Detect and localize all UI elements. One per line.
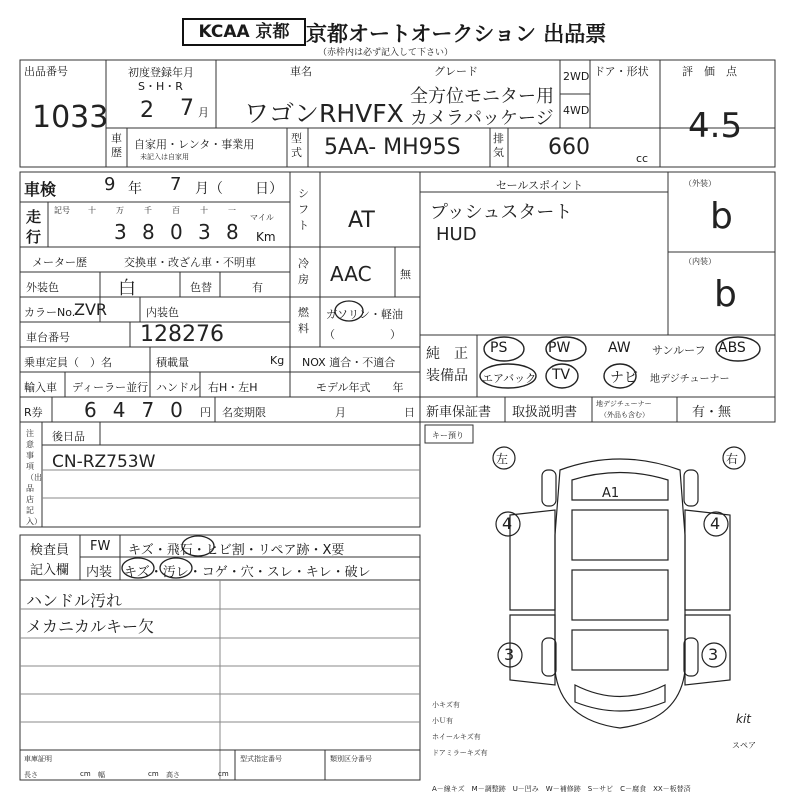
right-side-label: 右 bbox=[726, 452, 739, 466]
digit-label: 千 bbox=[144, 206, 152, 215]
type-no-label: 型式指定番号 bbox=[240, 755, 282, 763]
ac-label: 冷房 bbox=[298, 257, 309, 286]
day-unit: 日） bbox=[255, 181, 283, 197]
era-options: S・H・R bbox=[138, 80, 183, 93]
kcaa-logo: KCAA 京都 bbox=[182, 18, 306, 46]
tuner-label: 地デジチューナー bbox=[596, 400, 652, 408]
inspector-label2: 記入欄 bbox=[30, 563, 70, 578]
meter-history-options: 交換車・改ざん車・不明車 bbox=[124, 256, 256, 269]
int-check-label: 内装 bbox=[86, 565, 113, 580]
first-reg-month: 7 bbox=[180, 96, 194, 121]
inspector-line2: メカニカルキー欠 bbox=[26, 617, 155, 636]
damage-mark-3-left: 3 bbox=[504, 645, 515, 664]
month-label-3: 月 bbox=[335, 406, 346, 419]
digit-label: 十 bbox=[200, 206, 208, 215]
int-score-label: （内装） bbox=[684, 257, 716, 266]
equip-pw: PW bbox=[548, 340, 571, 356]
mileage-digit: 8 bbox=[226, 220, 239, 244]
ext-score: b bbox=[710, 196, 733, 237]
fw-label: FW bbox=[90, 539, 111, 554]
after-items-label: 後日品 bbox=[52, 430, 85, 443]
shaken-label: 車検 bbox=[24, 180, 57, 199]
spare-label: スペア bbox=[732, 741, 756, 750]
import-label: 輸入車 bbox=[24, 381, 57, 394]
form-title: 京都オートオークション 出品票 bbox=[306, 22, 607, 46]
first-reg-year: 2 bbox=[140, 98, 154, 123]
warranty-label: 新車保証書 bbox=[426, 405, 492, 420]
ext-color-label: 外装色 bbox=[26, 281, 59, 294]
width-label: 幅 bbox=[98, 771, 105, 779]
grade-line2: カメラパッケージ bbox=[410, 108, 554, 129]
inspector-label1: 検査員 bbox=[30, 543, 70, 558]
sales-line1: プッシュスタート bbox=[430, 202, 573, 223]
lot-number: 1033 bbox=[32, 100, 109, 135]
nox-label: NOX 適合・不適合 bbox=[302, 356, 396, 369]
manual-label: 取扱説明書 bbox=[512, 405, 578, 420]
cc-unit: cc bbox=[636, 152, 649, 165]
left-side-label: 左 bbox=[496, 452, 509, 466]
equipment-label1: 純 正 bbox=[426, 346, 468, 362]
digit-label: 十 bbox=[88, 206, 96, 215]
key-label: キー預り bbox=[432, 431, 464, 440]
car-name-label: 車名 bbox=[290, 65, 312, 78]
mileage-digit: 3 bbox=[198, 220, 211, 244]
cm-unit-1: cm bbox=[80, 770, 91, 778]
length-label: 長さ bbox=[24, 771, 38, 779]
fuel-label: 燃料 bbox=[298, 306, 309, 335]
fuel-options: ガソリン・軽油 bbox=[326, 308, 403, 321]
car-name: ワゴンRHVFX bbox=[244, 99, 404, 128]
dealer-label: ディーラー並行 bbox=[72, 381, 149, 394]
shift-value: AT bbox=[348, 208, 375, 233]
red-frame-note: （赤枠内は必ず記入して下さい） bbox=[318, 48, 454, 58]
cm-unit-2: cm bbox=[148, 770, 159, 778]
chassis-label: 車台番号 bbox=[26, 331, 70, 344]
fw-options: キズ・飛石・ヒビ割・リペア跡・X要 bbox=[128, 543, 345, 558]
day-label-3: 日 bbox=[404, 406, 415, 419]
equipment-label2: 装備品 bbox=[426, 368, 468, 384]
ext-color: 白 bbox=[118, 278, 136, 299]
notes-side-label: 注意事項（出品店記入） bbox=[26, 429, 42, 526]
equipment-circles bbox=[478, 334, 778, 394]
name-change-label: 名変期限 bbox=[222, 406, 266, 419]
tuner-note: （外品も含む） bbox=[600, 411, 649, 419]
legend-wheel-scratch: ホイールキズ有 bbox=[432, 733, 481, 741]
digit-label: 一 bbox=[228, 206, 236, 215]
chassis-number: 128276 bbox=[140, 322, 224, 347]
grade-label: グレード bbox=[434, 65, 478, 78]
gasoline-circle bbox=[334, 300, 364, 322]
inspector-line1: ハンドル汚れ bbox=[26, 591, 123, 610]
damage-mark-4-left: 4 bbox=[502, 514, 513, 533]
mileage-label: 走行 bbox=[26, 208, 42, 246]
ac-value: AAC bbox=[330, 262, 372, 286]
damage-mark-4-right: 4 bbox=[710, 514, 721, 533]
kigo-label: 記号 bbox=[54, 206, 70, 215]
first-reg-label: 初度登録年月 bbox=[128, 66, 194, 79]
color-no: ZVR bbox=[74, 300, 108, 319]
equip-navi: ナビ bbox=[610, 370, 638, 386]
color-no-label: カラーNo. bbox=[24, 306, 76, 319]
digit-label: 万 bbox=[116, 206, 124, 215]
kit-note: kit bbox=[736, 712, 751, 726]
damage-code-legend: A－線キズ M－調整跡 U－凹み W－補修跡 S－サビ C－腐食 XX－板替済 bbox=[432, 785, 691, 793]
shaken-year: 9 bbox=[104, 174, 116, 195]
handle-label: ハンドル bbox=[156, 381, 200, 394]
year-unit: 年 bbox=[128, 181, 142, 197]
color-change-value: 有 bbox=[252, 281, 263, 294]
garage-cert-label: 車庫証明 bbox=[24, 755, 52, 763]
mile-label: マイル bbox=[250, 213, 274, 222]
model-label: 型式 bbox=[291, 132, 302, 159]
model-year-label: モデル年式 年 bbox=[316, 381, 404, 394]
sales-line2: HUD bbox=[436, 224, 477, 245]
meter-history-label: メーター歴 bbox=[32, 256, 87, 269]
handle-options: 右H・左H bbox=[208, 381, 258, 394]
r-ticket-label: R券 bbox=[24, 406, 43, 419]
color-change-label: 色替 bbox=[190, 281, 212, 294]
no-ac-label: 無 bbox=[400, 268, 411, 281]
mileage-digit: 3 bbox=[114, 220, 127, 244]
equip-abs: ABS bbox=[718, 340, 746, 356]
digit-label: 百 bbox=[172, 206, 180, 215]
fourwd-label: 4WD bbox=[563, 104, 590, 117]
capacity-label: 乗車定員（ ）名 bbox=[24, 356, 112, 369]
damage-mark-a1: A1 bbox=[602, 486, 620, 501]
kg-unit: Kg bbox=[270, 354, 285, 367]
legend-small-scratch: 小キズ有 bbox=[432, 701, 460, 709]
history-note: 未記入は自家用 bbox=[140, 153, 189, 161]
km-unit: Km bbox=[256, 230, 276, 244]
int-color-label: 内装色 bbox=[146, 306, 179, 319]
damage-mark-3-right: 3 bbox=[708, 645, 719, 664]
equip-sunroof: サンルーフ bbox=[652, 344, 706, 357]
int-score: b bbox=[714, 274, 737, 315]
tuner-value: 有・無 bbox=[692, 405, 732, 420]
disp-label: 排気 bbox=[493, 132, 504, 159]
mileage-digit: 0 bbox=[170, 220, 183, 244]
legend-small-dent: 小Ｕ有 bbox=[432, 717, 453, 725]
sales-point-label: セールスポイント bbox=[496, 179, 584, 192]
model-code: 5AA- MH95S bbox=[324, 135, 461, 160]
door-label: ドア・形状 bbox=[594, 65, 649, 78]
ext-score-label: （外装） bbox=[684, 179, 716, 188]
score-label: 評 価 点 bbox=[682, 65, 737, 78]
load-label: 積載量 bbox=[156, 356, 189, 369]
inspector-circles bbox=[120, 535, 240, 580]
lot-label: 出品番号 bbox=[24, 65, 68, 78]
month-unit-2: 月（ bbox=[195, 181, 223, 197]
mileage-digit: 8 bbox=[142, 220, 155, 244]
car-diagram bbox=[480, 440, 780, 740]
notes-line1: CN-RZ753W bbox=[52, 452, 156, 472]
equip-tuner: 地デジチューナー bbox=[650, 374, 730, 385]
shaken-month: 7 bbox=[170, 174, 182, 195]
displacement: 660 bbox=[548, 135, 590, 160]
legend-mirror-scratch: ドアミラーキズ有 bbox=[432, 749, 488, 757]
class-no-label: 類別区分番号 bbox=[330, 755, 372, 763]
shift-label: シフト bbox=[298, 187, 309, 232]
cm-unit-3: cm bbox=[218, 770, 229, 778]
equip-ps: PS bbox=[490, 340, 508, 356]
month-unit: 月 bbox=[198, 106, 209, 119]
history-options: 自家用・レンタ・事業用 bbox=[134, 138, 255, 151]
history-label: 車歴 bbox=[111, 132, 122, 159]
yen-unit: 円 bbox=[200, 406, 211, 419]
equip-aw: AW bbox=[608, 340, 631, 356]
overall-score: 4.5 bbox=[688, 106, 743, 146]
twowd-label: 2WD bbox=[563, 70, 590, 83]
grade-line1: 全方位モニター用 bbox=[410, 86, 554, 107]
equip-tv: TV bbox=[552, 367, 571, 383]
equip-airbag: エアバック bbox=[482, 372, 537, 385]
int-check-options: キズ・汚レ・コゲ・穴・スレ・キレ・破レ bbox=[124, 565, 371, 580]
height-label: 高さ bbox=[166, 771, 180, 779]
r-ticket-value: 6470 bbox=[84, 398, 199, 422]
fuel-paren: （ ） bbox=[324, 328, 401, 341]
